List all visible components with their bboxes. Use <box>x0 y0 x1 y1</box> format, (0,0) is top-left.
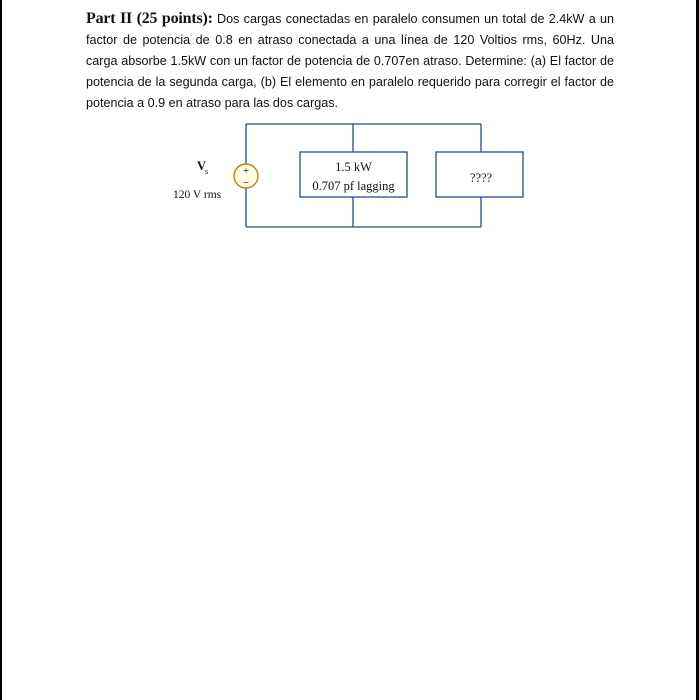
source-minus-sign: − <box>242 177 250 189</box>
load-2-unknown-label: ???? <box>469 171 493 185</box>
load-2 <box>436 152 523 197</box>
source-plus-sign: + <box>242 165 250 177</box>
source-label: V <box>197 159 207 173</box>
load-1 <box>300 152 407 197</box>
source-subscript: s <box>205 167 209 176</box>
voltage-source <box>234 164 258 189</box>
problem-heading: Part II (25 points): <box>86 10 213 27</box>
problem-body: Dos cargas conectadas en paralelo consumen un total de 2.4kW a un factor de potencia de 0.8 en atraso conectada a una línea de 120 Voltios rms, 60Hz. Una carga absorbe 1.5kW con un factor de potencia de 0.707en atraso. Determine: (a) El factor de potencia de la segunda carga, (b) El elemento en paralelo requerido para corregir el factor de potencia a 0.9 en atraso para las dos cargas. <box>86 12 614 110</box>
load-1-power: 1.5 kW <box>335 160 372 174</box>
load-1-power-factor: 0.707 pf lagging <box>312 179 395 193</box>
source-voltage-value: 120 V rms <box>173 189 222 201</box>
